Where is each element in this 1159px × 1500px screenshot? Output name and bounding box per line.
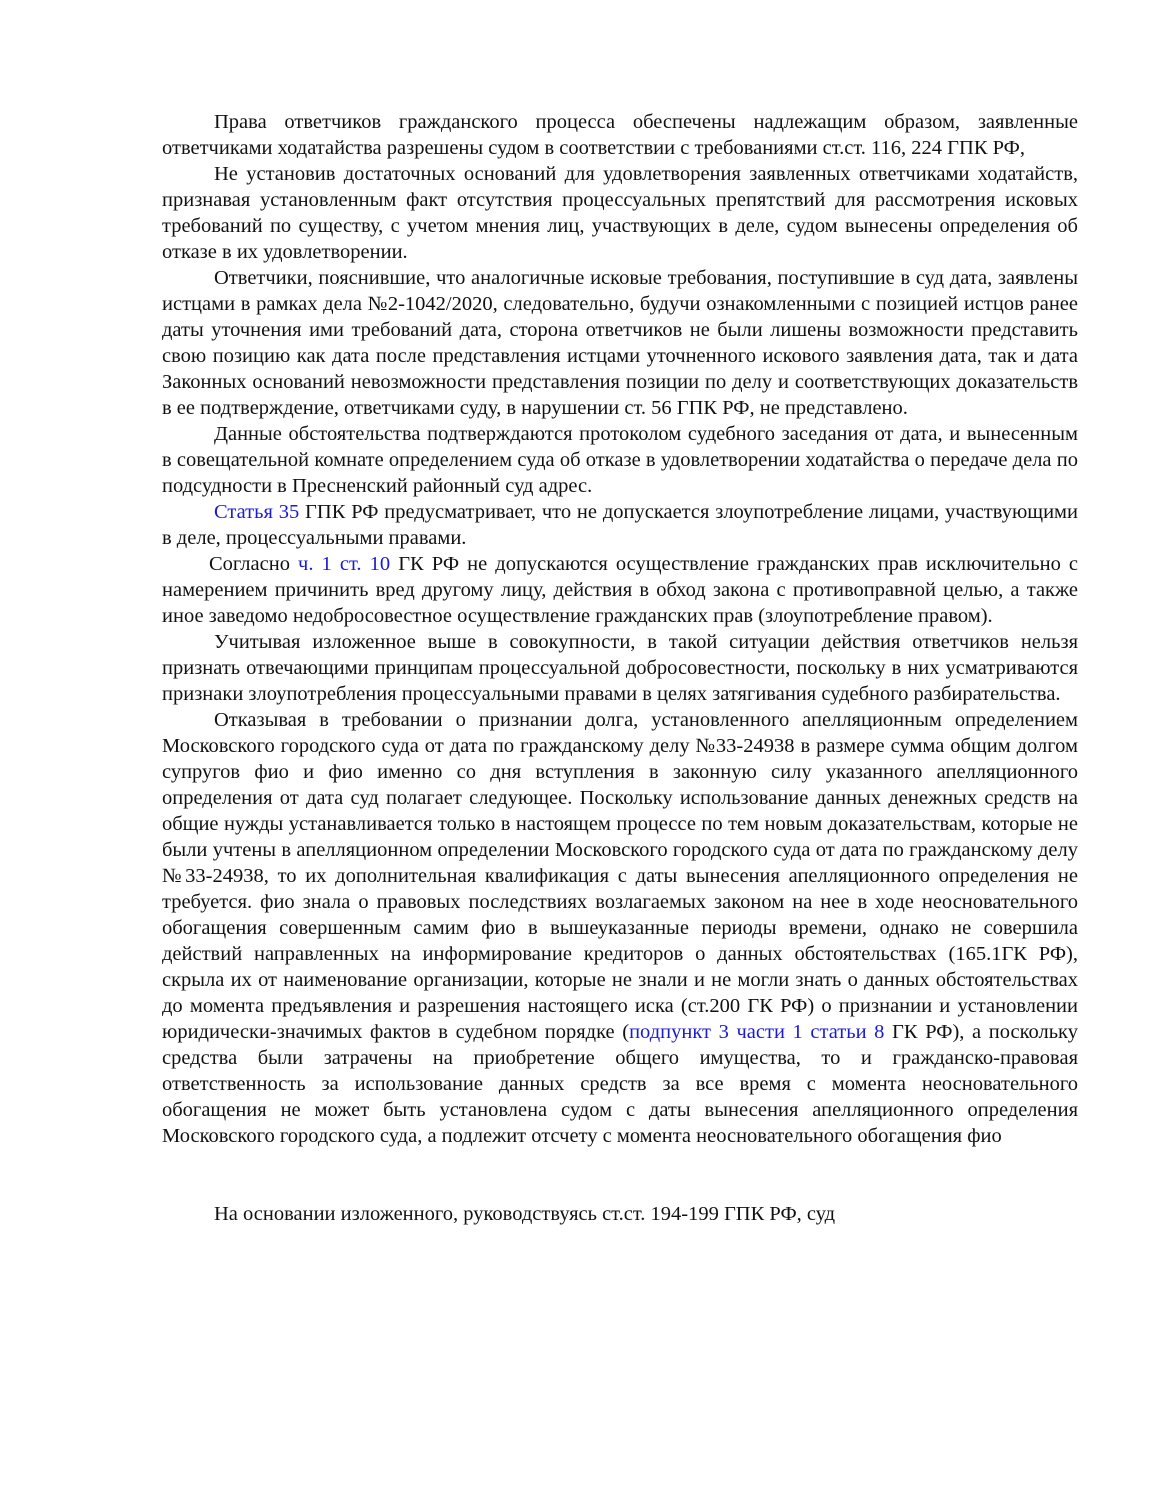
paragraph-abuse-of-rights	[162, 629, 1078, 707]
paragraph-hearing-protocol	[162, 421, 1078, 499]
paragraph-text: Учитывая изложенное выше в совокупности, в такой ситуации действия ответчиков нельзя признать отвечающими принципам процессуальной добросовестности, поскольку в них усматриваются признаки злоупотребления процессуальными правами в целях затягивания судебного разбирательства.	[162, 631, 1078, 705]
paragraph-text: ГПК РФ предусматривает, что не допускается злоупотребление лицами, участвующими в деле, процессуальными правами.	[162, 501, 1078, 549]
paragraph-motions-denied	[162, 161, 1078, 265]
paragraph-article-10	[162, 551, 1078, 629]
paragraph-text: Ответчики, пояснившие, что аналогичные исковые требования, поступившие в суд дата, заявлены истцами в рамках дела №2-1042/2020, следовательно, будучи ознакомленными с позицией истцов ранее даты уточнения ими требований дата, сторона ответчиков не были лишены возможности представить свою позицию как дата после представления истцами уточненного искового заявления дата, так и дата Законных оснований невозможности представления позиции по делу и соответствующих доказательств в ее подтверждение, ответчиками суду, в нарушении ст. 56 ГПК РФ, не представлено.	[162, 267, 1078, 419]
paragraph-text: Права ответчиков гражданского процесса обеспечены надлежащим образом, заявленные ответчиками ходатайства разрешены судом в соответствии с требованиями ст.ст. 116, 224 ГПК РФ,	[162, 111, 1078, 159]
paragraph-respondents-position	[162, 265, 1078, 421]
article-35-link[interactable]: Статья 35	[214, 501, 300, 523]
article-10-part-1-link[interactable]: ч. 1 ст. 10	[298, 553, 391, 575]
paragraph-text-before: Согласно	[209, 553, 299, 575]
paragraph-respondent-rights	[162, 109, 1078, 161]
closing-statement: На основании изложенного, руководствуясь ст.ст. 194-199 ГПК РФ, суд	[214, 1203, 836, 1225]
paragraph-text: ГК РФ), а поскольку средства были затрачены на приобретение общего имущества, то и гражданско-правовая ответственность за использование данных средств за все время с момента неосновательного обогащения не может быть установлена судом с даты вынесения апелляционного определения Московского городского суда, а подлежит отсчету с момента неосновательного обогащения фио	[162, 1021, 1078, 1147]
paragraph-text: ГК РФ не допускаются осуществление гражданских прав исключительно с намерением причинить вред другому лицу, действия в обход закона с противоправной целью, а также иное заведомо недобросовестное осуществление гражданских прав (злоупотребление правом).	[162, 553, 1079, 627]
paragraph-debt-claim	[162, 707, 1078, 1149]
article-8-subparagraph-3-link[interactable]: подпункт 3 части 1 статьи 8	[629, 1021, 885, 1043]
paragraph-text: Данные обстоятельства подтверждаются протоколом судебного заседания от дата, и вынесенным в совещательной комнате определением суда об отказе в удовлетворении ходатайства о передаче дела по подсудности в Пресненский районный суд адрес.	[162, 423, 1078, 497]
paragraph-text: Не установив достаточных оснований для удовлетворения заявленных ответчиками ходатайств, признавая установленным факт отсутствия процессуальных препятствий для рассмотрения исковых требований по существу, с учетом мнения лиц, участвующих в деле, судом вынесены определения об отказе в их удовлетворении.	[162, 163, 1078, 263]
paragraph-article-35	[162, 499, 1078, 551]
paragraph-text-before: Отказывая в требовании о признании долга, установленного апелляционным определением Московского городского суда от дата по гражданскому делу №33-24938 в размере сумма общим долгом супругов фио и фио именно со дня вступления в законную силу указанного апелляционного определения от дата суд полагает следующее. Поскольку использование данных денежных средств на общие нужды устанавливается только в настоящем процессе по тем новым доказательствам, которые не были учтены в апелляционном определении Московского городского суда от дата по гражданскому делу №33-24938, то их дополнительная квалификация с даты вынесения апелляционного определения не требуется. фио знала о правовых последствиях возлагаемых законом на нее в ходе неосновательного обогащения совершенным самим фио в вышеуказанные периоды времени, однако не совершила действий направленных на информирование кредиторов о данных обстоятельствах (165.1ГК РФ), скрыла их от наименование организации, которые не знали и не могли знать о данных обстоятельствах до момента предъявления и разрешения настоящего иска (ст.200 ГК РФ) о признании и установлении юридически-значимых фактов в судебном порядке (	[162, 709, 1078, 1043]
